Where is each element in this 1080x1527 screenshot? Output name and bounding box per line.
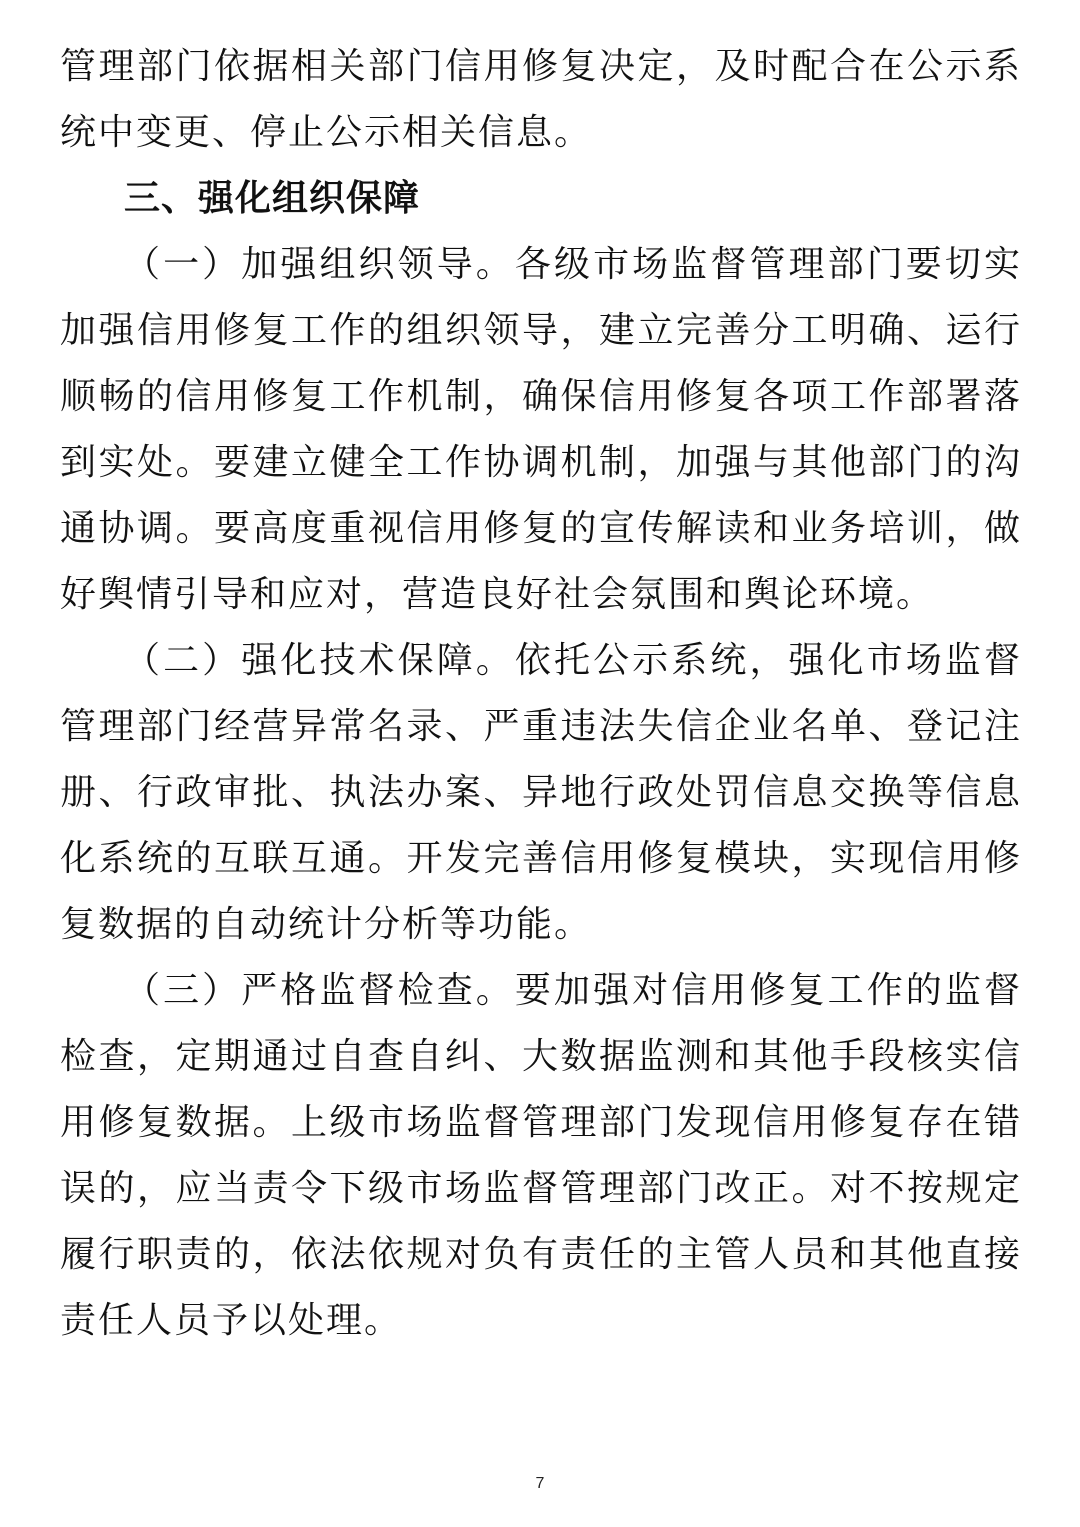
page-number: 7 [535,1475,545,1492]
section-heading: 三、强化组织保障 [124,178,421,219]
paragraph-item-2: （二）强化技术保障。依托公示系统，强化市场监督管理部门经营异常名录、严重违法失信企业名单、登记注册、行政审批、执法办案、异地行政处罚信息交换等信息化系统的互联互通。开发完善信用修复模块，实现信用修复数据的自动统计分析等功能。 [60,640,1022,945]
paragraph-item-3: （三）严格监督检查。要加强对信用修复工作的监督检查，定期通过自查自纠、大数据监测和其他手段核实信用修复数据。上级市场监督管理部门发现信用修复存在错误的，应当责令下级市场监督管理部门改正。对不按规定履行职责的，依法依规对负有责任的主管人员和其他直接责任人员予以处理。 [60,970,1022,1341]
body-text [60,34,1022,1354]
paragraph-item-1: （一）加强组织领导。各级市场监督管理部门要切实加强信用修复工作的组织领导，建立完善分工明确、运行顺畅的信用修复工作机制，确保信用修复各项工作部署落到实处。要建立健全工作协调机制，加强与其他部门的沟通协调。要高度重视信用修复的宣传解读和业务培训，做好舆情引导和应对，营造良好社会氛围和舆论环境。 [60,244,1022,615]
paragraph-continuation: 管理部门依据相关部门信用修复决定，及时配合在公示系统中变更、停止公示相关信息。 [60,46,1022,153]
